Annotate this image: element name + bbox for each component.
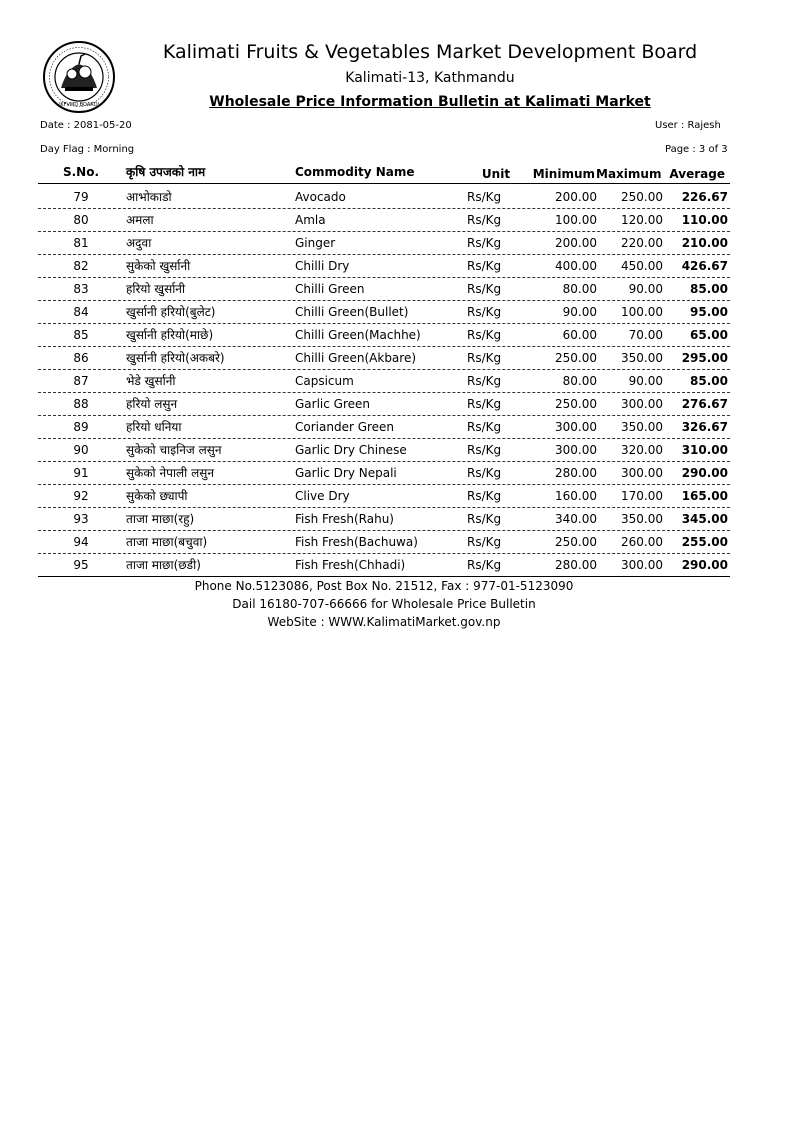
row-nepali-name: हरियो खुर्सानी xyxy=(126,282,186,296)
row-sno: 80 xyxy=(73,213,89,227)
row-minimum: 340.00 xyxy=(555,512,597,526)
row-commodity-name: Chilli Green(Akbare) xyxy=(295,351,417,365)
row-commodity-name: Fish Fresh(Chhadi) xyxy=(295,558,406,572)
row-separator xyxy=(38,300,730,301)
row-nepali-name: खुर्सानी हरियो(माछे) xyxy=(126,328,214,342)
row-minimum: 100.00 xyxy=(555,213,597,227)
row-average: 95.00 xyxy=(690,305,728,319)
row-sno: 90 xyxy=(73,443,89,457)
col-maximum: Maximum xyxy=(596,167,662,181)
row-sno: 91 xyxy=(73,466,89,480)
bulletin-title: Wholesale Price Information Bulletin at Kalimati Market xyxy=(209,94,651,110)
row-average: 276.67 xyxy=(681,397,728,411)
row-nepali-name: सुकेको चाइनिज लसुन xyxy=(126,443,222,457)
row-average: 326.67 xyxy=(681,420,728,434)
row-unit: Rs/Kg xyxy=(467,282,502,296)
row-separator xyxy=(38,369,730,370)
row-maximum: 350.00 xyxy=(621,420,663,434)
row-minimum: 400.00 xyxy=(555,259,597,273)
org-name: Kalimati Fruits & Vegetables Market Development Board xyxy=(162,41,698,63)
day-flag: Day Flag : Morning xyxy=(40,144,135,155)
row-nepali-name: अदुवा xyxy=(126,236,152,250)
row-average: 426.67 xyxy=(681,259,728,273)
row-commodity-name: Coriander Green xyxy=(295,420,395,434)
row-separator xyxy=(38,323,730,324)
row-maximum: 100.00 xyxy=(621,305,663,319)
row-nepali-name: सुकेको नेपाली लसुन xyxy=(126,466,215,480)
row-minimum: 160.00 xyxy=(555,489,597,503)
footer-website: WebSite : WWW.KalimatiMarket.gov.np xyxy=(267,615,501,629)
row-average: 345.00 xyxy=(681,512,728,526)
row-minimum: 250.00 xyxy=(555,351,597,365)
row-separator xyxy=(38,392,730,393)
row-minimum: 90.00 xyxy=(562,305,597,319)
row-unit: Rs/Kg xyxy=(467,397,502,411)
row-separator xyxy=(38,461,730,462)
row-unit: Rs/Kg xyxy=(467,328,502,342)
row-maximum: 120.00 xyxy=(621,213,663,227)
row-average: 85.00 xyxy=(690,282,728,296)
row-average: 255.00 xyxy=(681,535,728,549)
row-nepali-name: सुकेको छ्यापी xyxy=(126,489,188,503)
row-minimum: 200.00 xyxy=(555,236,597,250)
row-minimum: 250.00 xyxy=(555,535,597,549)
row-unit: Rs/Kg xyxy=(467,374,502,388)
row-commodity-name: Chilli Green(Bullet) xyxy=(295,305,409,319)
col-unit: Unit xyxy=(481,167,511,181)
row-unit: Rs/Kg xyxy=(467,305,502,319)
row-minimum: 80.00 xyxy=(562,374,597,388)
row-average: 290.00 xyxy=(681,558,728,572)
row-unit: Rs/Kg xyxy=(467,443,502,457)
row-sno: 89 xyxy=(73,420,89,434)
row-maximum: 300.00 xyxy=(621,466,663,480)
row-sno: 88 xyxy=(73,397,89,411)
row-separator xyxy=(38,530,730,531)
row-nepali-name: ताजा माछा(रहु) xyxy=(126,512,195,526)
row-commodity-name: Garlic Dry Chinese xyxy=(295,443,407,457)
row-sno: 86 xyxy=(73,351,89,365)
row-maximum: 300.00 xyxy=(621,397,663,411)
row-separator xyxy=(38,507,730,508)
col-sno: S.No. xyxy=(62,165,100,179)
row-maximum: 220.00 xyxy=(621,236,663,250)
row-unit: Rs/Kg xyxy=(467,213,502,227)
row-nepali-name: अमला xyxy=(126,213,154,227)
footer-contact: Phone No.5123086, Post Box No. 21512, Fax : 977-01-5123090 xyxy=(194,579,574,593)
col-commodity: Commodity Name xyxy=(295,165,415,179)
org-address: Kalimati-13, Kathmandu xyxy=(345,70,515,86)
row-sno: 95 xyxy=(73,558,89,572)
row-unit: Rs/Kg xyxy=(467,259,502,273)
row-separator xyxy=(38,231,730,232)
row-unit: Rs/Kg xyxy=(467,466,502,480)
row-nepali-name: हरियो लसुन xyxy=(126,397,178,411)
page-number: Page : 3 of 3 xyxy=(665,144,728,155)
row-commodity-name: Avocado xyxy=(295,190,346,204)
row-sno: 81 xyxy=(73,236,89,250)
row-sno: 85 xyxy=(73,328,89,342)
row-average: 85.00 xyxy=(690,374,728,388)
row-nepali-name: भेडे खुर्सानी xyxy=(126,374,176,388)
row-maximum: 350.00 xyxy=(621,512,663,526)
row-unit: Rs/Kg xyxy=(467,351,502,365)
row-commodity-name: Fish Fresh(Rahu) xyxy=(295,512,394,526)
col-nepali-name: कृषि उपजको नाम xyxy=(126,165,206,179)
row-maximum: 70.00 xyxy=(628,328,663,342)
row-minimum: 60.00 xyxy=(562,328,597,342)
row-sno: 93 xyxy=(73,512,89,526)
seal-text: (KFVMD BOARD) xyxy=(58,102,100,108)
row-separator xyxy=(38,484,730,485)
row-nepali-name: आभोकाडो xyxy=(126,190,172,204)
table-end-rule xyxy=(38,576,730,577)
row-maximum: 90.00 xyxy=(628,282,663,296)
row-unit: Rs/Kg xyxy=(467,236,502,250)
kfvmdb-seal-icon xyxy=(41,40,117,114)
row-unit: Rs/Kg xyxy=(467,420,502,434)
row-separator xyxy=(38,438,730,439)
row-commodity-name: Clive Dry xyxy=(295,489,350,503)
row-minimum: 300.00 xyxy=(555,443,597,457)
row-commodity-name: Ginger xyxy=(295,236,336,250)
row-commodity-name: Chilli Green(Machhe) xyxy=(295,328,421,342)
row-maximum: 250.00 xyxy=(621,190,663,204)
row-commodity-name: Chilli Green xyxy=(295,282,365,296)
row-maximum: 90.00 xyxy=(628,374,663,388)
row-sno: 79 xyxy=(73,190,89,204)
row-separator xyxy=(38,553,730,554)
row-nepali-name: ताजा माछा(छडी) xyxy=(126,558,201,572)
row-nepali-name: सुकेको खुर्सानी xyxy=(126,259,191,273)
header-rule xyxy=(38,183,730,184)
row-unit: Rs/Kg xyxy=(467,535,502,549)
row-commodity-name: Capsicum xyxy=(295,374,354,388)
row-separator xyxy=(38,346,730,347)
row-nepali-name: खुर्सानी हरियो(अकबरे) xyxy=(126,351,225,365)
col-minimum: Minimum xyxy=(532,167,595,181)
row-sno: 87 xyxy=(73,374,89,388)
row-average: 65.00 xyxy=(690,328,728,342)
row-nepali-name: ताजा माछा(बचुवा) xyxy=(126,535,208,549)
row-separator xyxy=(38,208,730,209)
row-maximum: 320.00 xyxy=(621,443,663,457)
row-minimum: 280.00 xyxy=(555,466,597,480)
row-maximum: 260.00 xyxy=(621,535,663,549)
row-average: 310.00 xyxy=(681,443,728,457)
row-unit: Rs/Kg xyxy=(467,512,502,526)
row-separator xyxy=(38,254,730,255)
row-nepali-name: खुर्सानी हरियो(बुलेट) xyxy=(126,305,216,319)
row-commodity-name: Amla xyxy=(295,213,326,227)
row-minimum: 250.00 xyxy=(555,397,597,411)
row-minimum: 200.00 xyxy=(555,190,597,204)
row-maximum: 450.00 xyxy=(621,259,663,273)
row-average: 165.00 xyxy=(681,489,728,503)
report-date: Date : 2081-05-20 xyxy=(40,120,132,131)
row-average: 295.00 xyxy=(681,351,728,365)
row-sno: 92 xyxy=(73,489,89,503)
row-minimum: 80.00 xyxy=(562,282,597,296)
row-commodity-name: Chilli Dry xyxy=(295,259,350,273)
row-sno: 94 xyxy=(73,535,89,549)
row-commodity-name: Garlic Green xyxy=(295,397,371,411)
row-minimum: 300.00 xyxy=(555,420,597,434)
row-sno: 83 xyxy=(73,282,89,296)
row-minimum: 280.00 xyxy=(555,558,597,572)
row-maximum: 350.00 xyxy=(621,351,663,365)
report-user: User : Rajesh xyxy=(655,120,721,131)
row-average: 110.00 xyxy=(681,213,728,227)
row-unit: Rs/Kg xyxy=(467,489,502,503)
row-separator xyxy=(38,415,730,416)
row-unit: Rs/Kg xyxy=(467,190,502,204)
row-maximum: 300.00 xyxy=(621,558,663,572)
row-sno: 82 xyxy=(73,259,89,273)
row-average: 210.00 xyxy=(681,236,728,250)
row-average: 290.00 xyxy=(681,466,728,480)
row-nepali-name: हरियो धनिया xyxy=(126,420,182,434)
row-commodity-name: Fish Fresh(Bachuwa) xyxy=(295,535,418,549)
col-average: Average xyxy=(669,167,725,181)
row-separator xyxy=(38,277,730,278)
row-sno: 84 xyxy=(73,305,89,319)
footer-dial: Dail 16180-707-66666 for Wholesale Price Bulletin xyxy=(232,597,536,611)
row-commodity-name: Garlic Dry Nepali xyxy=(295,466,397,480)
row-maximum: 170.00 xyxy=(621,489,663,503)
row-unit: Rs/Kg xyxy=(467,558,502,572)
row-average: 226.67 xyxy=(681,190,728,204)
